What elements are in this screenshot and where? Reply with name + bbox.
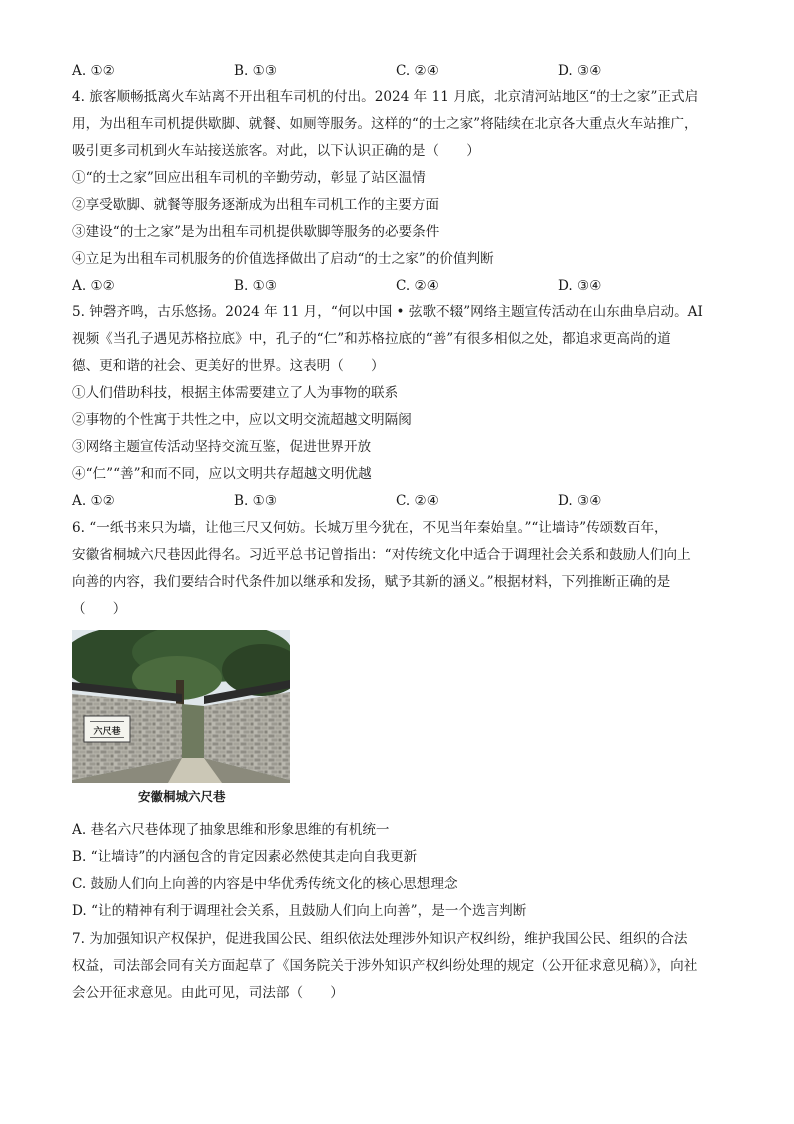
q5-item-4: ④“仁”“善”和而不同，应以文明共存超越文明优越 (72, 466, 372, 482)
q4-option-d[interactable]: D. ③④ (558, 278, 602, 294)
q4-stem-line-3: 吸引更多司机到火车站接送旅客。对此，以下认识正确的是（ ） (72, 143, 480, 159)
q6-stem-line-4: （ ） (72, 601, 127, 617)
q5-item-1: ①人们借助科技，根据主体需要建立了人为事物的联系 (72, 385, 399, 401)
q3-option-c[interactable]: C. ②④ (396, 63, 439, 79)
q4-item-2: ②享受歇脚、就餐等服务逐渐成为出租车司机工作的主要方面 (72, 197, 440, 213)
q3-options (72, 61, 732, 81)
photo-caption: 安徽桐城六尺巷 (138, 789, 226, 804)
q6-option-b[interactable]: B. “让墙诗”的内涵包含的肯定因素必然使其走向自我更新 (72, 849, 418, 865)
q6-option-a[interactable]: A. 巷名六尺巷体现了抽象思维和形象思维的有机统一 (72, 822, 390, 838)
q4-option-c[interactable]: C. ②④ (396, 278, 439, 294)
q4-option-b[interactable]: B. ①③ (234, 278, 278, 294)
q5-option-d[interactable]: D. ③④ (558, 493, 602, 509)
liuchi-alley-photo (72, 630, 290, 783)
q5-option-a[interactable]: A. ①② (72, 493, 115, 509)
q6-stem-line-1: 6. “一纸书来只为墙，让他三尺又何妨。长城万里今犹在，不见当年秦始皇。”“让墙诗”传颂数百年， (72, 520, 668, 536)
q4-item-1: ①“的士之家”回应出租车司机的辛勤劳动，彰显了站区温情 (72, 170, 426, 186)
q6-option-c[interactable]: C. 鼓励人们向上向善的内容是中华优秀传统文化的核心思想理念 (72, 876, 458, 892)
q7-stem-line-3: 会公开征求意见。由此可见，司法部（ ） (72, 985, 344, 1001)
q4-stem-line-2: 用，为出租车司机提供歇脚、就餐、如厕等服务。这样的“的士之家”将陆续在北京各大重点火车站推广， (72, 116, 698, 132)
q3-option-d[interactable]: D. ③④ (558, 63, 602, 79)
q4-item-4: ④立足为出租车司机服务的价值选择做出了启动“的士之家”的价值判断 (72, 251, 494, 267)
q5-stem-line-3: 德、更和谐的社会、更美好的世界。这表明（ ） (72, 358, 385, 374)
q5-option-b[interactable]: B. ①③ (234, 493, 278, 509)
q3-option-b[interactable]: B. ①③ (234, 63, 278, 79)
q7-stem-line-2: 权益，司法部会同有关方面起草了《国务院关于涉外知识产权纠纷处理的规定（公开征求意见稿）》，向社 (72, 958, 698, 974)
q6-stem-line-2: 安徽省桐城六尺巷因此得名。习近平总书记曾指出：“对传统文化中适合于调理社会关系和鼓励人们向上 (72, 547, 691, 563)
q7-stem-line-1: 7. 为加强知识产权保护，促进我国公民、组织依法处理涉外知识产权纠纷，维护我国公民、组织的合法 (72, 931, 688, 947)
q5-option-c[interactable]: C. ②④ (396, 493, 439, 509)
q5-options (72, 491, 732, 511)
q6-option-d[interactable]: D. “让的精神有利于调理社会关系，且鼓励人们向上向善”，是一个选言判断 (72, 903, 527, 919)
q5-stem-line-2: 视频《当孔子遇见苏格拉底》中，孔子的“仁”和苏格拉底的“善”有很多相似之处，都追求更高尚的道 (72, 331, 671, 347)
q4-option-a[interactable]: A. ①② (72, 278, 115, 294)
q5-stem-line-1: 5. 钟磬齐鸣，古乐悠扬。2024 年 11 月，“何以中国 • 弦歌不辍”网络主题宣传活动在山东曲阜启动。AI (72, 304, 703, 320)
q4-options (72, 276, 732, 296)
alley-illustration (72, 630, 290, 783)
alley-sign-text: 六尺巷 (93, 727, 121, 737)
q6-stem-line-3: 向善的内容，我们要结合时代条件加以继承和发扬，赋予其新的涵义。”根据材料，下列推断正确的是 (72, 574, 671, 590)
q4-stem-line-1: 4. 旅客顺畅抵离火车站离不开出租车司机的付出。2024 年 11 月底，北京清河站地区“的士之家”正式启 (72, 89, 699, 105)
q3-option-a[interactable]: A. ①② (72, 63, 115, 79)
q5-item-3: ③网络主题宣传活动坚持交流互鉴，促进世界开放 (72, 439, 372, 455)
q5-item-2: ②事物的个性寓于共性之中，应以文明交流超越文明隔阂 (72, 412, 412, 428)
q4-item-3: ③建设“的士之家”是为出租车司机提供歇脚等服务的必要条件 (72, 224, 440, 240)
